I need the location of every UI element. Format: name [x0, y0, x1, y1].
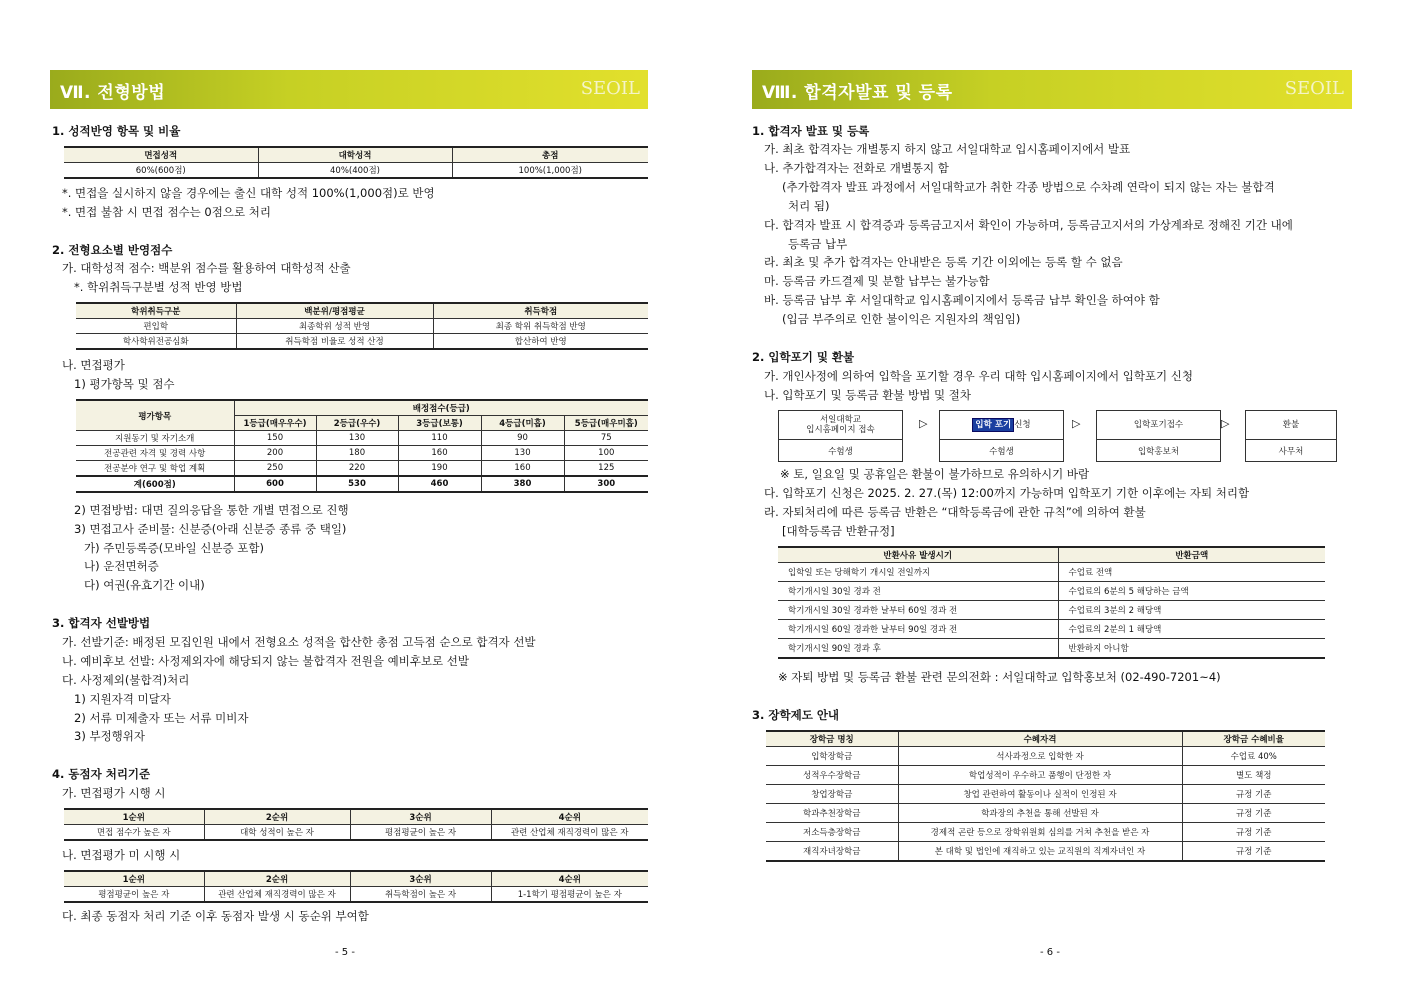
- section-title: 3. 합격자 선발방법: [52, 616, 151, 630]
- table-header: 장학금 명칭: [766, 731, 898, 747]
- text-line: 다. 합격자 발표 시 합격증과 등록금고지서 확인이 가능하며, 등록금고지서의 가상계좌로 정해진 기간 내에: [764, 218, 1293, 232]
- table-cell: 학사학위전공심화: [76, 334, 236, 350]
- table-cell: 경제적 곤란 등으로 장학위원회 심의를 거쳐 추천을 받은 자: [898, 823, 1182, 842]
- text-line: 가. 면접평가 시행 시: [62, 786, 166, 800]
- contact-note: ※ 자퇴 방법 및 등록금 환불 관련 문의전화 : 서일대학교 입학홍보처 (02-490-7201~4): [778, 670, 1221, 684]
- table-cell: 학과장의 추천을 통해 선발된 자: [898, 804, 1182, 823]
- flow-step-label: 입학포기접수: [1133, 420, 1184, 430]
- table-cell: 100%(1,000점): [452, 163, 648, 179]
- section-banner: [50, 70, 648, 109]
- arrow-right-icon: ▷: [1072, 417, 1081, 430]
- table-cell: 수업료 40%: [1182, 747, 1325, 766]
- table-cell: 관련 산업체 재직경력이 많은 자: [491, 825, 648, 841]
- section-title: 1. 성적반영 항목 및 비율: [52, 124, 181, 138]
- table-cell: 취득학점이 높은 자: [350, 887, 491, 903]
- flow-step-refund: [1245, 410, 1337, 462]
- section-title: 3. 장학제도 안내: [752, 708, 840, 722]
- table-cell: 530: [316, 476, 398, 492]
- tiebreak-table-interview: [64, 808, 648, 841]
- list-item: 2) 서류 미제출자 또는 서류 미비자: [74, 711, 249, 725]
- table-cell: 75: [564, 431, 648, 446]
- page-right: [752, 0, 1352, 992]
- table-cell: 250: [234, 461, 316, 477]
- flow-step-withdraw: [939, 410, 1064, 462]
- flow-step-actor: 사무처: [1278, 446, 1304, 457]
- table-cell: 160: [398, 446, 481, 461]
- note: *. 면접을 실시하지 않을 경우에는 출신 대학 성적 100%(1,000점)로 반영: [62, 186, 435, 200]
- table-cell: 성적우수장학금: [766, 766, 898, 785]
- table-cell: 최종학위 성적 반영: [236, 319, 433, 334]
- table-cell: 입학일 또는 당해학기 개시일 전일까지: [778, 563, 1058, 582]
- table-cell: 160: [481, 461, 564, 477]
- table-cell: 대학 성적이 높은 자: [204, 825, 350, 841]
- table-cell: 수업료의 2분의 1 해당액: [1058, 620, 1325, 639]
- table-header: 2순위: [204, 871, 350, 887]
- text-line: 다. 입학포기 신청은 2025. 2. 27.(목) 12:00까지 가능하며 입학포기 기한 이후에는 자퇴 처리함: [764, 486, 1250, 500]
- interview-score-table: [76, 399, 648, 493]
- table-header: 반환금액: [1058, 547, 1325, 563]
- banner-title: Ⅷ. 합격자발표 및 등록: [762, 83, 953, 103]
- table-cell: 창업장학금: [766, 785, 898, 804]
- table-cell: 40%(400점): [258, 163, 452, 179]
- table-cell: 재직자녀장학금: [766, 842, 898, 862]
- table-cell: 석사과정으로 입학한 자: [898, 747, 1182, 766]
- table-header: 3등급(보통): [398, 416, 481, 431]
- section-title: 2. 전형요소별 반영점수: [52, 243, 173, 257]
- table-cell: 계(600점): [76, 476, 234, 492]
- text-line: 등록금 납부: [788, 237, 848, 251]
- table-cell: 합산하여 반영: [433, 334, 648, 350]
- table-cell: 학기개시일 60일 경과한 날부터 90일 경과 전: [778, 620, 1058, 639]
- table-cell: 130: [481, 446, 564, 461]
- flow-step-label: 입시홈페이지 접속: [806, 425, 875, 435]
- table-cell: 평점평균이 높은 자: [64, 887, 204, 903]
- text-line: 가. 선발기준: 배정된 모집인원 내에서 전형요소 성적을 합산한 총점 고득점 순으로 합격자 선발: [62, 635, 536, 649]
- text-line: 처리 됨): [788, 199, 830, 213]
- table-header: 수혜자격: [898, 731, 1182, 747]
- text-line: 다. 사정제외(불합격)처리: [62, 673, 190, 687]
- flow-step-homepage: [778, 410, 903, 462]
- table-header: 2등급(우수): [316, 416, 398, 431]
- text-line: 나. 입학포기 및 등록금 환불 방법 및 절차: [764, 388, 971, 402]
- banner-logo: SEOIL: [1284, 78, 1344, 99]
- table-cell: 90: [481, 431, 564, 446]
- text-line: 나. 추가합격자는 전화로 개별통지 함: [764, 161, 949, 175]
- flow-step-actor: 수험생: [989, 446, 1014, 457]
- table-cell: 수업료의 6분의 5 해당하는 금액: [1058, 582, 1325, 601]
- text-line: 3) 면접고사 준비물: 신분증(아래 신분증 종류 중 택일): [74, 522, 347, 536]
- table-header: 3순위: [350, 871, 491, 887]
- table-cell: 수업료의 3분의 2 해당액: [1058, 601, 1325, 620]
- table-cell: 본 대학 및 법인에 재직하고 있는 교직원의 직계자녀인 자: [898, 842, 1182, 862]
- table-cell: 125: [564, 461, 648, 477]
- flow-step-label: 환불: [1282, 420, 1300, 430]
- text-line: 2) 면접방법: 대면 질의응답을 통한 개별 면접으로 진행: [74, 503, 349, 517]
- table-cell: 600: [234, 476, 316, 492]
- table-header: 4등급(미흡): [481, 416, 564, 431]
- text-line: (추가합격자 발표 과정에서 서일대학교가 취한 각종 방법으로 수차례 연락이 되지 않는 자는 불합격: [782, 180, 1275, 194]
- list-item: 다) 여권(유효기간 이내): [84, 578, 205, 592]
- text-line: 마. 등록금 카드결제 및 분할 납부는 불가능함: [764, 274, 990, 288]
- table-cell: 전공관련 자격 및 경력 사항: [76, 446, 234, 461]
- note: *. 면접 불참 시 면접 점수는 0점으로 처리: [62, 205, 271, 219]
- flow-step-actor: 수험생: [828, 446, 853, 457]
- flow-step-highlight: 입학 포기: [972, 418, 1014, 432]
- text-line: 라. 자퇴처리에 따른 등록금 반환은 “대학등록금에 관한 규칙”에 의하여 환불: [764, 505, 1146, 519]
- list-item: 나) 운전면허증: [84, 559, 159, 573]
- table-cell: 학기개시일 30일 경과한 날부터 60일 경과 전: [778, 601, 1058, 620]
- score-ratio-table: [64, 146, 648, 179]
- text-line: 가. 개인사정에 의하여 입학을 포기할 경우 우리 대학 입시홈페이지에서 입학포기 신청: [764, 369, 1194, 383]
- section-banner: [752, 70, 1352, 109]
- table-header: 1순위: [64, 809, 204, 825]
- table-header: 3순위: [350, 809, 491, 825]
- table-cell: 지원동기 및 자기소개: [76, 431, 234, 446]
- table-cell: 수업료 전액: [1058, 563, 1325, 582]
- note: *. 학위취득구분별 성적 반영 방법: [74, 280, 243, 294]
- table-cell: 110: [398, 431, 481, 446]
- text-line: [대학등록금 반환규정]: [782, 524, 895, 538]
- table-cell: 130: [316, 431, 398, 446]
- table-cell: 1-1학기 평점평균이 높은 자: [491, 887, 648, 903]
- arrow-right-icon: ▷: [1221, 417, 1230, 430]
- page-number: - 5 -: [335, 947, 355, 958]
- table-header: 학위취득구분: [76, 303, 236, 319]
- text-line: 1) 평가항목 및 점수: [74, 377, 175, 391]
- table-cell: 300: [564, 476, 648, 492]
- banner-title: Ⅶ. 전형방법: [60, 83, 166, 103]
- text-line: 다. 최종 동점자 처리 기준 이후 동점자 발생 시 동순위 부여함: [62, 909, 369, 923]
- flow-step-receipt: [1096, 410, 1221, 462]
- table-cell: 학기개시일 90일 경과 후: [778, 639, 1058, 659]
- table-cell: 별도 책정: [1182, 766, 1325, 785]
- table-cell: 학업성적이 우수하고 품행이 단정한 자: [898, 766, 1182, 785]
- table-cell: 최종 학위 취득학점 반영: [433, 319, 648, 334]
- refund-table: [778, 546, 1325, 659]
- flow-step-actor: 입학홍보처: [1137, 446, 1180, 457]
- table-cell: 규정 기준: [1182, 804, 1325, 823]
- list-item: 1) 지원자격 미달자: [74, 692, 171, 706]
- table-header: 1순위: [64, 871, 204, 887]
- table-header: 면접성적: [64, 147, 258, 163]
- table-cell: 380: [481, 476, 564, 492]
- section-title: 1. 합격자 발표 및 등록: [752, 124, 870, 138]
- text-line: 바. 등록금 납부 후 서일대학교 입시홈페이지에서 등록금 납부 확인을 하여야 함: [764, 293, 1160, 307]
- text-line: 나. 면접평가 미 시행 시: [62, 848, 181, 862]
- table-header: 4순위: [491, 809, 648, 825]
- table-cell: 규정 기준: [1182, 785, 1325, 804]
- table-cell: 100: [564, 446, 648, 461]
- text-line: (입금 부주의로 인한 불이익은 지원자의 책임임): [782, 312, 1021, 326]
- text-line: 라. 최초 및 추가 합격자는 안내받은 등록 기간 이외에는 등록 할 수 없음: [764, 255, 1123, 269]
- table-cell: 규정 기준: [1182, 823, 1325, 842]
- table-cell: 입학장학금: [766, 747, 898, 766]
- note: ※ 토, 일요일 및 공휴일은 환불이 불가하므로 유의하시기 바람: [780, 467, 1090, 481]
- table-header: 4순위: [491, 871, 648, 887]
- table-header: 반환사유 발생시기: [778, 547, 1058, 563]
- text-line: 나. 면접평가: [62, 358, 125, 372]
- table-cell: 취득학점 비율로 성적 산정: [236, 334, 433, 350]
- table-header: 1등급(매우우수): [234, 416, 316, 431]
- page-number: - 6 -: [1040, 947, 1060, 958]
- list-item: 가) 주민등록증(모바일 신분증 포함): [84, 541, 264, 555]
- table-cell: 190: [398, 461, 481, 477]
- section-title: 4. 동점자 처리기준: [52, 767, 151, 781]
- table-header: 취득학점: [433, 303, 648, 319]
- table-cell: 전공분야 연구 및 학업 계획: [76, 461, 234, 477]
- table-cell: 저소득층장학금: [766, 823, 898, 842]
- table-header: 대학성적: [258, 147, 452, 163]
- table-cell: 평점평균이 높은 자: [350, 825, 491, 841]
- text-line: 나. 예비후보 선발: 사정제외자에 해당되지 않는 불합격자 전원을 예비후보로 선발: [62, 654, 470, 668]
- table-cell: 150: [234, 431, 316, 446]
- table-header: 장학금 수혜비율: [1182, 731, 1325, 747]
- table-cell: 220: [316, 461, 398, 477]
- table-header: 2순위: [204, 809, 350, 825]
- flow-step-label: 신청: [1014, 420, 1031, 430]
- table-cell: 180: [316, 446, 398, 461]
- table-header: 총점: [452, 147, 648, 163]
- table-header: 배정점수(등급): [234, 400, 648, 416]
- page-left: [50, 0, 648, 992]
- table-cell: 60%(600점): [64, 163, 258, 179]
- table-cell: 학과추천장학금: [766, 804, 898, 823]
- text-line: 가. 대학성적 점수: 백분위 점수를 활용하여 대학성적 산출: [62, 261, 351, 275]
- table-cell: 면접 점수가 높은 자: [64, 825, 204, 841]
- scholarship-table: [766, 730, 1325, 862]
- table-cell: 학기개시일 30일 경과 전: [778, 582, 1058, 601]
- table-header: 백분위/평점평균: [236, 303, 433, 319]
- table-cell: 460: [398, 476, 481, 492]
- tiebreak-table-no-interview: [64, 870, 648, 903]
- table-header: 평가항목: [76, 400, 234, 431]
- table-header: 5등급(매우미흡): [564, 416, 648, 431]
- degree-table: [76, 302, 648, 350]
- banner-logo: SEOIL: [580, 78, 640, 99]
- section-title: 2. 입학포기 및 환불: [752, 350, 855, 364]
- text-line: 가. 최초 합격자는 개별통지 하지 않고 서일대학교 입시홈페이지에서 발표: [764, 142, 1131, 156]
- table-cell: 관련 산업체 재직경력이 많은 자: [204, 887, 350, 903]
- table-cell: 창업 관련하여 활동이나 실적이 인정된 자: [898, 785, 1182, 804]
- table-cell: 반환하지 아니함: [1058, 639, 1325, 659]
- arrow-right-icon: ▷: [919, 417, 928, 430]
- table-cell: 규정 기준: [1182, 842, 1325, 862]
- flow-step-label: 서일대학교: [819, 415, 862, 425]
- table-cell: 200: [234, 446, 316, 461]
- table-cell: 편입학: [76, 319, 236, 334]
- list-item: 3) 부정행위자: [74, 729, 146, 743]
